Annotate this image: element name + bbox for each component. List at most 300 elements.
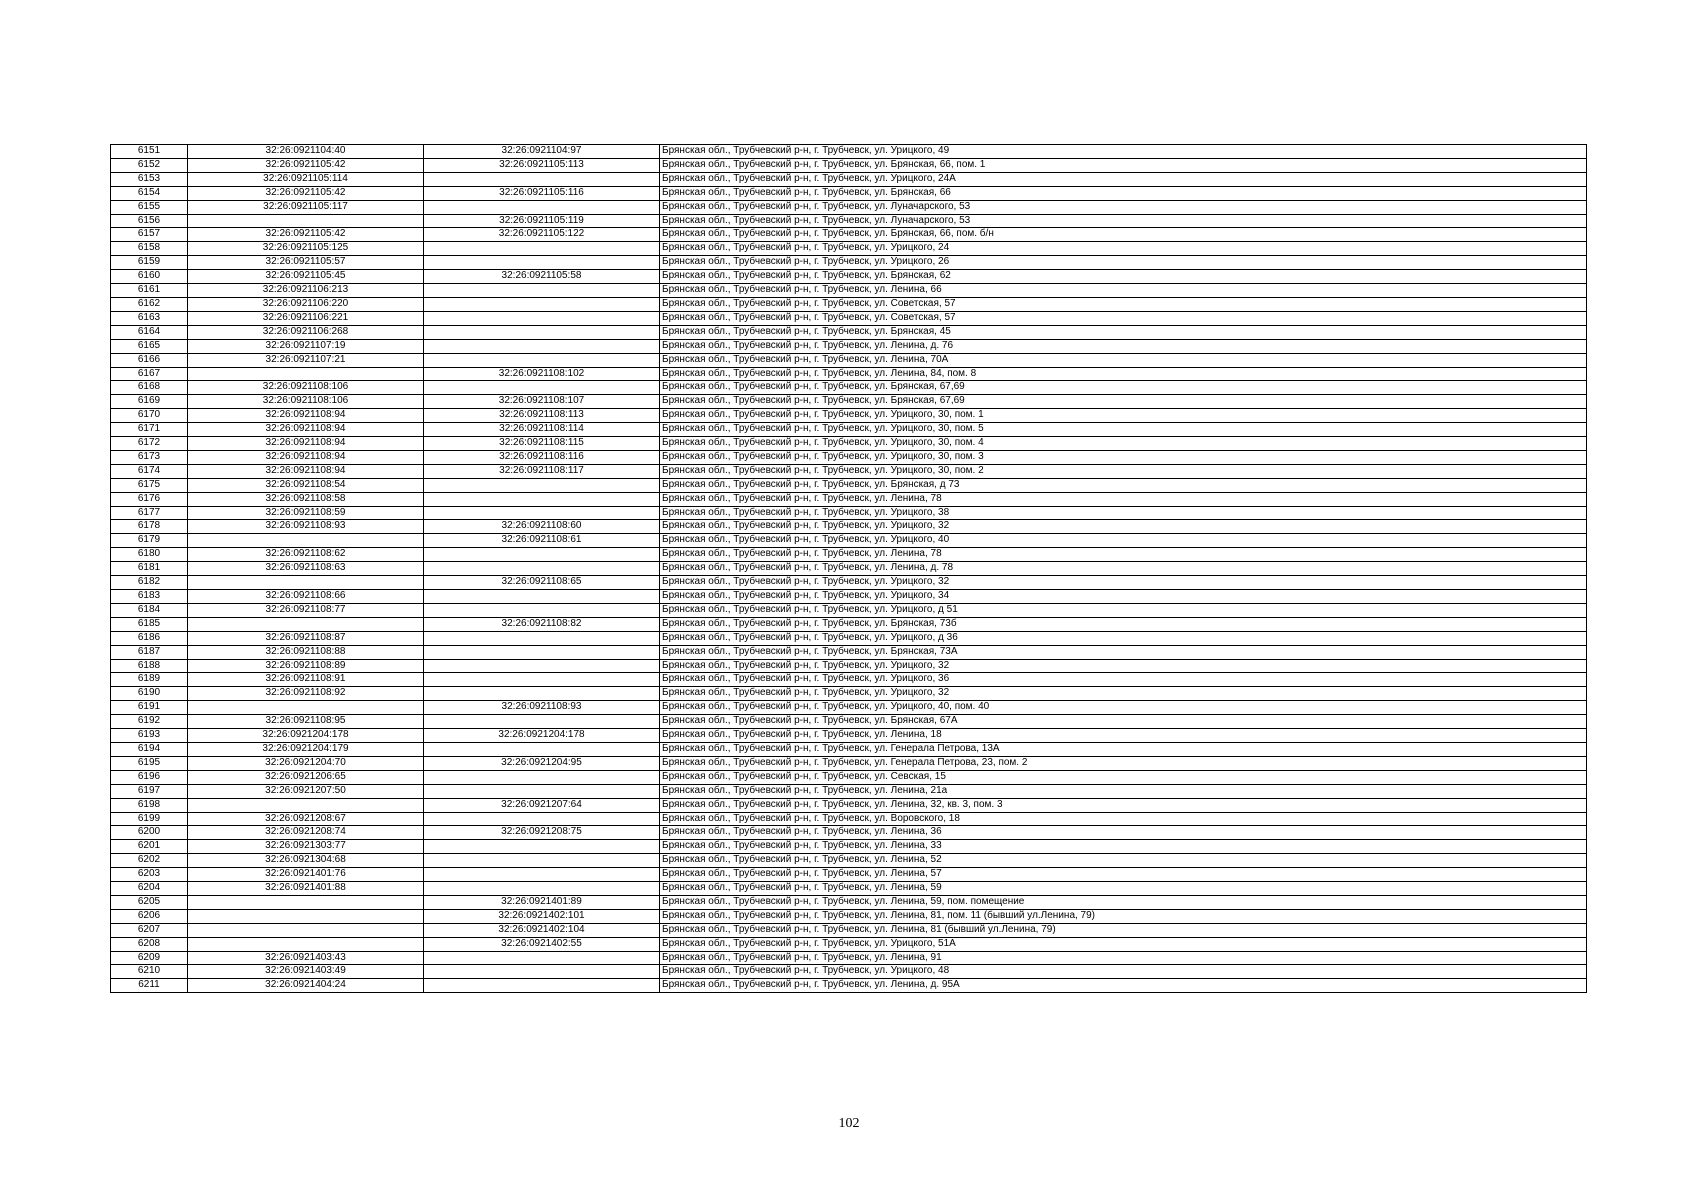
row-number-cell: 6155 xyxy=(111,200,188,214)
object-number-cell xyxy=(424,812,660,826)
row-number-cell: 6168 xyxy=(111,381,188,395)
table-row xyxy=(111,325,1587,339)
address-cell: Брянская обл., Трубчевский р-н, г. Трубчевск, ул. Ленина, 33 xyxy=(660,840,1587,854)
address-cell: Брянская обл., Трубчевский р-н, г. Трубчевск, ул. Урицкого, 30, пом. 1 xyxy=(660,409,1587,423)
object-number-cell xyxy=(424,284,660,298)
object-number-cell xyxy=(424,562,660,576)
row-number-cell: 6195 xyxy=(111,756,188,770)
address-cell: Брянская обл., Трубчевский р-н, г. Трубчевск, ул. Ленина, 21а xyxy=(660,784,1587,798)
cadastral-number-cell: 32:26:0921303:77 xyxy=(188,840,424,854)
address-cell: Брянская обл., Трубчевский р-н, г. Трубчевск, ул. Урицкого, 49 xyxy=(660,145,1587,159)
address-cell: Брянская обл., Трубчевский р-н, г. Трубчевск, ул. Ленина, 18 xyxy=(660,729,1587,743)
cadastral-number-cell: 32:26:0921108:95 xyxy=(188,715,424,729)
row-number-cell: 6210 xyxy=(111,965,188,979)
table-row xyxy=(111,937,1587,951)
table-row xyxy=(111,172,1587,186)
cadastral-number-cell: 32:26:0921107:19 xyxy=(188,339,424,353)
table-row xyxy=(111,562,1587,576)
row-number-cell: 6192 xyxy=(111,715,188,729)
address-cell: Брянская обл., Трубчевский р-н, г. Трубчевск, ул. Воровского, 18 xyxy=(660,812,1587,826)
row-number-cell: 6157 xyxy=(111,228,188,242)
object-number-cell xyxy=(424,200,660,214)
object-number-cell xyxy=(424,742,660,756)
table-row xyxy=(111,200,1587,214)
object-number-cell: 32:26:0921105:119 xyxy=(424,214,660,228)
address-cell: Брянская обл., Трубчевский р-н, г. Трубчевск, ул. Урицкого, 36 xyxy=(660,673,1587,687)
table-row xyxy=(111,423,1587,437)
row-number-cell: 6163 xyxy=(111,311,188,325)
address-cell: Брянская обл., Трубчевский р-н, г. Трубчевск, ул. Урицкого, 30, пом. 3 xyxy=(660,450,1587,464)
row-number-cell: 6188 xyxy=(111,659,188,673)
cadastral-number-cell: 32:26:0921403:49 xyxy=(188,965,424,979)
address-cell: Брянская обл., Трубчевский р-н, г. Трубчевск, ул. Урицкого, 34 xyxy=(660,590,1587,604)
row-number-cell: 6167 xyxy=(111,367,188,381)
object-number-cell: 32:26:0921204:178 xyxy=(424,729,660,743)
address-cell: Брянская обл., Трубчевский р-н, г. Трубчевск, ул. Ленина, 32, кв. 3, пом. 3 xyxy=(660,798,1587,812)
object-number-cell xyxy=(424,297,660,311)
address-cell: Брянская обл., Трубчевский р-н, г. Трубчевск, ул. Ленина, 36 xyxy=(660,826,1587,840)
row-number-cell: 6203 xyxy=(111,868,188,882)
row-number-cell: 6154 xyxy=(111,186,188,200)
cadastral-number-cell: 32:26:0921108:106 xyxy=(188,395,424,409)
row-number-cell: 6170 xyxy=(111,409,188,423)
table-row xyxy=(111,311,1587,325)
table-row xyxy=(111,659,1587,673)
table-row xyxy=(111,631,1587,645)
row-number-cell: 6184 xyxy=(111,603,188,617)
address-cell: Брянская обл., Трубчевский р-н, г. Трубчевск, ул. Советская, 57 xyxy=(660,311,1587,325)
object-number-cell xyxy=(424,172,660,186)
row-number-cell: 6160 xyxy=(111,270,188,284)
object-number-cell xyxy=(424,492,660,506)
object-number-cell xyxy=(424,854,660,868)
row-number-cell: 6162 xyxy=(111,297,188,311)
row-number-cell: 6202 xyxy=(111,854,188,868)
object-number-cell: 32:26:0921402:104 xyxy=(424,923,660,937)
row-number-cell: 6197 xyxy=(111,784,188,798)
address-cell: Брянская обл., Трубчевский р-н, г. Трубчевск, ул. Брянская, 67А xyxy=(660,715,1587,729)
address-cell: Брянская обл., Трубчевский р-н, г. Трубчевск, ул. Ленина, 57 xyxy=(660,868,1587,882)
object-number-cell: 32:26:0921108:82 xyxy=(424,617,660,631)
cadastral-number-cell: 32:26:0921108:59 xyxy=(188,506,424,520)
row-number-cell: 6171 xyxy=(111,423,188,437)
address-cell: Брянская обл., Трубчевский р-н, г. Трубчевск, ул. Урицкого, 24 xyxy=(660,242,1587,256)
table-row xyxy=(111,617,1587,631)
object-number-cell xyxy=(424,979,660,993)
object-number-cell xyxy=(424,687,660,701)
table-row xyxy=(111,464,1587,478)
table-row xyxy=(111,742,1587,756)
address-cell: Брянская обл., Трубчевский р-н, г. Трубчевск, ул. Урицкого, 32 xyxy=(660,659,1587,673)
row-number-cell: 6200 xyxy=(111,826,188,840)
object-number-cell xyxy=(424,353,660,367)
address-cell: Брянская обл., Трубчевский р-н, г. Трубчевск, ул. Ленина, д. 78 xyxy=(660,562,1587,576)
table-row xyxy=(111,673,1587,687)
table-row xyxy=(111,770,1587,784)
object-number-cell: 32:26:0921108:117 xyxy=(424,464,660,478)
object-number-cell: 32:26:0921105:58 xyxy=(424,270,660,284)
row-number-cell: 6190 xyxy=(111,687,188,701)
object-number-cell: 32:26:0921108:116 xyxy=(424,450,660,464)
object-number-cell xyxy=(424,645,660,659)
table-row xyxy=(111,256,1587,270)
address-cell: Брянская обл., Трубчевский р-н, г. Трубчевск, ул. Ленина, 70А xyxy=(660,353,1587,367)
object-number-cell xyxy=(424,868,660,882)
table-row xyxy=(111,478,1587,492)
table-row xyxy=(111,965,1587,979)
table-row xyxy=(111,367,1587,381)
table-row xyxy=(111,520,1587,534)
address-cell: Брянская обл., Трубчевский р-н, г. Трубчевск, ул. Ленина, 78 xyxy=(660,492,1587,506)
address-cell: Брянская обл., Трубчевский р-н, г. Трубчевск, ул. Ленина, 66 xyxy=(660,284,1587,298)
row-number-cell: 6173 xyxy=(111,450,188,464)
address-cell: Брянская обл., Трубчевский р-н, г. Трубчевск, ул. Луначарского, 53 xyxy=(660,214,1587,228)
object-number-cell xyxy=(424,631,660,645)
address-cell: Брянская обл., Трубчевский р-н, г. Трубчевск, ул. Ленина, 59 xyxy=(660,882,1587,896)
object-number-cell xyxy=(424,673,660,687)
cadastral-number-cell xyxy=(188,576,424,590)
object-number-cell: 32:26:0921208:75 xyxy=(424,826,660,840)
table-row xyxy=(111,186,1587,200)
cadastral-number-cell: 32:26:0921105:42 xyxy=(188,186,424,200)
row-number-cell: 6185 xyxy=(111,617,188,631)
address-cell: Брянская обл., Трубчевский р-н, г. Трубчевск, ул. Ленина, 81, пом. 11 (бывший ул.Ленина, 79) xyxy=(660,909,1587,923)
object-number-cell: 32:26:0921108:60 xyxy=(424,520,660,534)
row-number-cell: 6174 xyxy=(111,464,188,478)
row-number-cell: 6176 xyxy=(111,492,188,506)
row-number-cell: 6186 xyxy=(111,631,188,645)
row-number-cell: 6180 xyxy=(111,548,188,562)
object-number-cell xyxy=(424,548,660,562)
cadastral-number-cell: 32:26:0921108:94 xyxy=(188,423,424,437)
object-number-cell: 32:26:0921105:113 xyxy=(424,158,660,172)
cadastral-number-cell: 32:26:0921108:94 xyxy=(188,464,424,478)
table-row xyxy=(111,270,1587,284)
cadastral-number-cell: 32:26:0921108:94 xyxy=(188,409,424,423)
table-row xyxy=(111,353,1587,367)
table-row xyxy=(111,297,1587,311)
table-row xyxy=(111,381,1587,395)
table-row xyxy=(111,409,1587,423)
cadastral-number-cell xyxy=(188,798,424,812)
row-number-cell: 6187 xyxy=(111,645,188,659)
row-number-cell: 6199 xyxy=(111,812,188,826)
cadastral-number-cell: 32:26:0921108:66 xyxy=(188,590,424,604)
object-number-cell xyxy=(424,603,660,617)
address-cell: Брянская обл., Трубчевский р-н, г. Трубчевск, ул. Урицкого, 40, пом. 40 xyxy=(660,701,1587,715)
table-row xyxy=(111,979,1587,993)
cadastral-number-cell: 32:26:0921105:117 xyxy=(188,200,424,214)
row-number-cell: 6158 xyxy=(111,242,188,256)
object-number-cell: 32:26:0921104:97 xyxy=(424,145,660,159)
table-row xyxy=(111,951,1587,965)
object-number-cell: 32:26:0921108:115 xyxy=(424,437,660,451)
cadastral-number-cell xyxy=(188,367,424,381)
cadastral-number-cell: 32:26:0921105:57 xyxy=(188,256,424,270)
cadastral-number-cell: 32:26:0921204:70 xyxy=(188,756,424,770)
cadastral-number-cell: 32:26:0921106:221 xyxy=(188,311,424,325)
address-cell: Брянская обл., Трубчевский р-н, г. Трубчевск, ул. Генерала Петрова, 23, пом. 2 xyxy=(660,756,1587,770)
table-row xyxy=(111,145,1587,159)
table-row xyxy=(111,437,1587,451)
row-number-cell: 6198 xyxy=(111,798,188,812)
cadastral-number-cell: 32:26:0921108:89 xyxy=(188,659,424,673)
address-cell: Брянская обл., Трубчевский р-н, г. Трубчевск, ул. Советская, 57 xyxy=(660,297,1587,311)
row-number-cell: 6196 xyxy=(111,770,188,784)
cadastral-number-cell: 32:26:0921108:92 xyxy=(188,687,424,701)
row-number-cell: 6181 xyxy=(111,562,188,576)
cadastral-number-cell: 32:26:0921108:63 xyxy=(188,562,424,576)
cadastral-number-cell: 32:26:0921108:94 xyxy=(188,450,424,464)
table-row xyxy=(111,576,1587,590)
cadastral-number-cell: 32:26:0921105:42 xyxy=(188,228,424,242)
address-cell: Брянская обл., Трубчевский р-н, г. Трубчевск, ул. Урицкого, 32 xyxy=(660,687,1587,701)
address-cell: Брянская обл., Трубчевский р-н, г. Трубчевск, ул. Урицкого, 32 xyxy=(660,576,1587,590)
address-cell: Брянская обл., Трубчевский р-н, г. Трубчевск, ул. Брянская, 67,69 xyxy=(660,381,1587,395)
cadastral-number-cell xyxy=(188,701,424,715)
table-row xyxy=(111,701,1587,715)
row-number-cell: 6161 xyxy=(111,284,188,298)
object-number-cell: 32:26:0921108:65 xyxy=(424,576,660,590)
address-cell: Брянская обл., Трубчевский р-н, г. Трубчевск, ул. Урицкого, 24А xyxy=(660,172,1587,186)
table-row xyxy=(111,534,1587,548)
address-cell: Брянская обл., Трубчевский р-н, г. Трубчевск, ул. Ленина, д. 76 xyxy=(660,339,1587,353)
table-row xyxy=(111,395,1587,409)
table-row xyxy=(111,923,1587,937)
cadastral-number-cell: 32:26:0921106:220 xyxy=(188,297,424,311)
object-number-cell xyxy=(424,965,660,979)
row-number-cell: 6211 xyxy=(111,979,188,993)
cadastral-number-cell: 32:26:0921106:213 xyxy=(188,284,424,298)
row-number-cell: 6205 xyxy=(111,895,188,909)
object-number-cell xyxy=(424,381,660,395)
table-row xyxy=(111,590,1587,604)
row-number-cell: 6179 xyxy=(111,534,188,548)
cadastral-number-cell: 32:26:0921108:54 xyxy=(188,478,424,492)
object-number-cell: 32:26:0921207:64 xyxy=(424,798,660,812)
address-cell: Брянская обл., Трубчевский р-н, г. Трубчевск, ул. Ленина, 52 xyxy=(660,854,1587,868)
page-number: 102 xyxy=(838,1116,860,1131)
table-row xyxy=(111,492,1587,506)
table-row xyxy=(111,158,1587,172)
row-number-cell: 6193 xyxy=(111,729,188,743)
object-number-cell: 32:26:0921402:55 xyxy=(424,937,660,951)
table-row xyxy=(111,214,1587,228)
object-number-cell: 32:26:0921105:122 xyxy=(424,228,660,242)
cadastral-number-cell: 32:26:0921108:58 xyxy=(188,492,424,506)
cadastral-number-cell: 32:26:0921108:62 xyxy=(188,548,424,562)
object-number-cell: 32:26:0921108:114 xyxy=(424,423,660,437)
table-row xyxy=(111,284,1587,298)
cadastral-number-cell xyxy=(188,214,424,228)
address-cell: Брянская обл., Трубчевский р-н, г. Трубчевск, ул. Ленина, 91 xyxy=(660,951,1587,965)
table-row xyxy=(111,812,1587,826)
table-row xyxy=(111,548,1587,562)
address-cell: Брянская обл., Трубчевский р-н, г. Трубчевск, ул. Ленина, 59, пом. помещение xyxy=(660,895,1587,909)
cadastral-number-cell: 32:26:0921108:91 xyxy=(188,673,424,687)
object-number-cell: 32:26:0921108:107 xyxy=(424,395,660,409)
table-row xyxy=(111,506,1587,520)
table-row xyxy=(111,909,1587,923)
object-number-cell xyxy=(424,840,660,854)
object-number-cell xyxy=(424,715,660,729)
address-cell: Брянская обл., Трубчевский р-н, г. Трубчевск, ул. Урицкого, д 36 xyxy=(660,631,1587,645)
table-row xyxy=(111,242,1587,256)
row-number-cell: 6159 xyxy=(111,256,188,270)
object-number-cell xyxy=(424,242,660,256)
object-number-cell: 32:26:0921108:93 xyxy=(424,701,660,715)
cadastral-number-cell: 32:26:0921108:106 xyxy=(188,381,424,395)
object-number-cell xyxy=(424,325,660,339)
object-number-cell: 32:26:0921108:61 xyxy=(424,534,660,548)
address-cell: Брянская обл., Трубчевский р-н, г. Трубчевск, ул. Брянская, 62 xyxy=(660,270,1587,284)
table-row xyxy=(111,784,1587,798)
address-cell: Брянская обл., Трубчевский р-н, г. Трубчевск, ул. Брянская, 73б xyxy=(660,617,1587,631)
row-number-cell: 6175 xyxy=(111,478,188,492)
row-number-cell: 6151 xyxy=(111,145,188,159)
cadastral-number-cell: 32:26:0921104:40 xyxy=(188,145,424,159)
address-cell: Брянская обл., Трубчевский р-н, г. Трубчевск, ул. Брянская, д 73 xyxy=(660,478,1587,492)
table-row xyxy=(111,882,1587,896)
table-row xyxy=(111,603,1587,617)
row-number-cell: 6204 xyxy=(111,882,188,896)
table-row xyxy=(111,228,1587,242)
cadastral-number-cell: 32:26:0921105:114 xyxy=(188,172,424,186)
table-row xyxy=(111,645,1587,659)
object-number-cell: 32:26:0921105:116 xyxy=(424,186,660,200)
address-cell: Брянская обл., Трубчевский р-н, г. Трубчевск, ул. Урицкого, 30, пом. 4 xyxy=(660,437,1587,451)
object-number-cell xyxy=(424,339,660,353)
row-number-cell: 6206 xyxy=(111,909,188,923)
cadastral-number-cell: 32:26:0921108:93 xyxy=(188,520,424,534)
object-number-cell: 32:26:0921108:113 xyxy=(424,409,660,423)
object-number-cell xyxy=(424,784,660,798)
row-number-cell: 6201 xyxy=(111,840,188,854)
cadastral-number-cell: 32:26:0921204:179 xyxy=(188,742,424,756)
address-cell: Брянская обл., Трубчевский р-н, г. Трубчевск, ул. Севская, 15 xyxy=(660,770,1587,784)
cadastral-number-cell xyxy=(188,923,424,937)
object-number-cell xyxy=(424,311,660,325)
row-number-cell: 6169 xyxy=(111,395,188,409)
cadastral-number-cell: 32:26:0921207:50 xyxy=(188,784,424,798)
table-row xyxy=(111,450,1587,464)
row-number-cell: 6166 xyxy=(111,353,188,367)
address-cell: Брянская обл., Трубчевский р-н, г. Трубчевск, ул. Брянская, 66, пом. б/н xyxy=(660,228,1587,242)
cadastral-number-cell: 32:26:0921105:42 xyxy=(188,158,424,172)
address-cell: Брянская обл., Трубчевский р-н, г. Трубчевск, ул. Брянская, 45 xyxy=(660,325,1587,339)
cadastral-number-cell xyxy=(188,534,424,548)
table-row xyxy=(111,756,1587,770)
object-number-cell: 32:26:0921401:89 xyxy=(424,895,660,909)
object-number-cell xyxy=(424,951,660,965)
address-cell: Брянская обл., Трубчевский р-н, г. Трубчевск, ул. Урицкого, 38 xyxy=(660,506,1587,520)
address-cell: Брянская обл., Трубчевский р-н, г. Трубчевск, ул. Урицкого, д 51 xyxy=(660,603,1587,617)
table-row xyxy=(111,840,1587,854)
row-number-cell: 6152 xyxy=(111,158,188,172)
cadastral-number-cell: 32:26:0921403:43 xyxy=(188,951,424,965)
address-cell: Брянская обл., Трубчевский р-н, г. Трубчевск, ул. Брянская, 67,69 xyxy=(660,395,1587,409)
table-row xyxy=(111,339,1587,353)
address-cell: Брянская обл., Трубчевский р-н, г. Трубчевск, ул. Урицкого, 51А xyxy=(660,937,1587,951)
registry-table xyxy=(110,144,1587,993)
cadastral-number-cell: 32:26:0921401:88 xyxy=(188,882,424,896)
address-cell: Брянская обл., Трубчевский р-н, г. Трубчевск, ул. Урицкого, 30, пом. 2 xyxy=(660,464,1587,478)
object-number-cell xyxy=(424,256,660,270)
table-row xyxy=(111,798,1587,812)
address-cell: Брянская обл., Трубчевский р-н, г. Трубчевск, ул. Урицкого, 26 xyxy=(660,256,1587,270)
cadastral-number-cell: 32:26:0921208:67 xyxy=(188,812,424,826)
object-number-cell xyxy=(424,590,660,604)
address-cell: Брянская обл., Трубчевский р-н, г. Трубчевск, ул. Урицкого, 40 xyxy=(660,534,1587,548)
row-number-cell: 6207 xyxy=(111,923,188,937)
row-number-cell: 6153 xyxy=(111,172,188,186)
address-cell: Брянская обл., Трубчевский р-н, г. Трубчевск, ул. Ленина, д. 95А xyxy=(660,979,1587,993)
row-number-cell: 6172 xyxy=(111,437,188,451)
row-number-cell: 6208 xyxy=(111,937,188,951)
row-number-cell: 6194 xyxy=(111,742,188,756)
row-number-cell: 6209 xyxy=(111,951,188,965)
row-number-cell: 6156 xyxy=(111,214,188,228)
table-row xyxy=(111,868,1587,882)
cadastral-number-cell: 32:26:0921401:76 xyxy=(188,868,424,882)
cadastral-number-cell: 32:26:0921204:178 xyxy=(188,729,424,743)
table-row xyxy=(111,826,1587,840)
cadastral-number-cell: 32:26:0921105:45 xyxy=(188,270,424,284)
address-cell: Брянская обл., Трубчевский р-н, г. Трубчевск, ул. Генерала Петрова, 13А xyxy=(660,742,1587,756)
object-number-cell xyxy=(424,506,660,520)
table-row xyxy=(111,715,1587,729)
cadastral-number-cell: 32:26:0921208:74 xyxy=(188,826,424,840)
object-number-cell xyxy=(424,659,660,673)
object-number-cell: 32:26:0921108:102 xyxy=(424,367,660,381)
address-cell: Брянская обл., Трубчевский р-н, г. Трубчевск, ул. Ленина, 78 xyxy=(660,548,1587,562)
table-row xyxy=(111,687,1587,701)
cadastral-number-cell xyxy=(188,937,424,951)
object-number-cell xyxy=(424,770,660,784)
address-cell: Брянская обл., Трубчевский р-н, г. Трубчевск, ул. Брянская, 73А xyxy=(660,645,1587,659)
address-cell: Брянская обл., Трубчевский р-н, г. Трубчевск, ул. Луначарского, 53 xyxy=(660,200,1587,214)
row-number-cell: 6177 xyxy=(111,506,188,520)
address-cell: Брянская обл., Трубчевский р-н, г. Трубчевск, ул. Урицкого, 30, пом. 5 xyxy=(660,423,1587,437)
cadastral-number-cell: 32:26:0921304:68 xyxy=(188,854,424,868)
row-number-cell: 6183 xyxy=(111,590,188,604)
address-cell: Брянская обл., Трубчевский р-н, г. Трубчевск, ул. Урицкого, 32 xyxy=(660,520,1587,534)
row-number-cell: 6165 xyxy=(111,339,188,353)
table-body xyxy=(111,145,1587,993)
object-number-cell: 32:26:0921402:101 xyxy=(424,909,660,923)
row-number-cell: 6191 xyxy=(111,701,188,715)
object-number-cell: 32:26:0921204:95 xyxy=(424,756,660,770)
row-number-cell: 6178 xyxy=(111,520,188,534)
object-number-cell xyxy=(424,478,660,492)
cadastral-number-cell: 32:26:0921107:21 xyxy=(188,353,424,367)
address-cell: Брянская обл., Трубчевский р-н, г. Трубчевск, ул. Брянская, 66 xyxy=(660,186,1587,200)
table-row xyxy=(111,854,1587,868)
cadastral-number-cell: 32:26:0921404:24 xyxy=(188,979,424,993)
cadastral-number-cell: 32:26:0921106:268 xyxy=(188,325,424,339)
address-cell: Брянская обл., Трубчевский р-н, г. Трубчевск, ул. Ленина, 81 (бывший ул.Ленина, 79) xyxy=(660,923,1587,937)
address-cell: Брянская обл., Трубчевский р-н, г. Трубчевск, ул. Урицкого, 48 xyxy=(660,965,1587,979)
cadastral-number-cell: 32:26:0921108:87 xyxy=(188,631,424,645)
cadastral-number-cell xyxy=(188,895,424,909)
row-number-cell: 6182 xyxy=(111,576,188,590)
cadastral-number-cell xyxy=(188,909,424,923)
address-cell: Брянская обл., Трубчевский р-н, г. Трубчевск, ул. Ленина, 84, пом. 8 xyxy=(660,367,1587,381)
cadastral-number-cell xyxy=(188,617,424,631)
cadastral-number-cell: 32:26:0921108:94 xyxy=(188,437,424,451)
cadastral-number-cell: 32:26:0921206:65 xyxy=(188,770,424,784)
table-row xyxy=(111,729,1587,743)
